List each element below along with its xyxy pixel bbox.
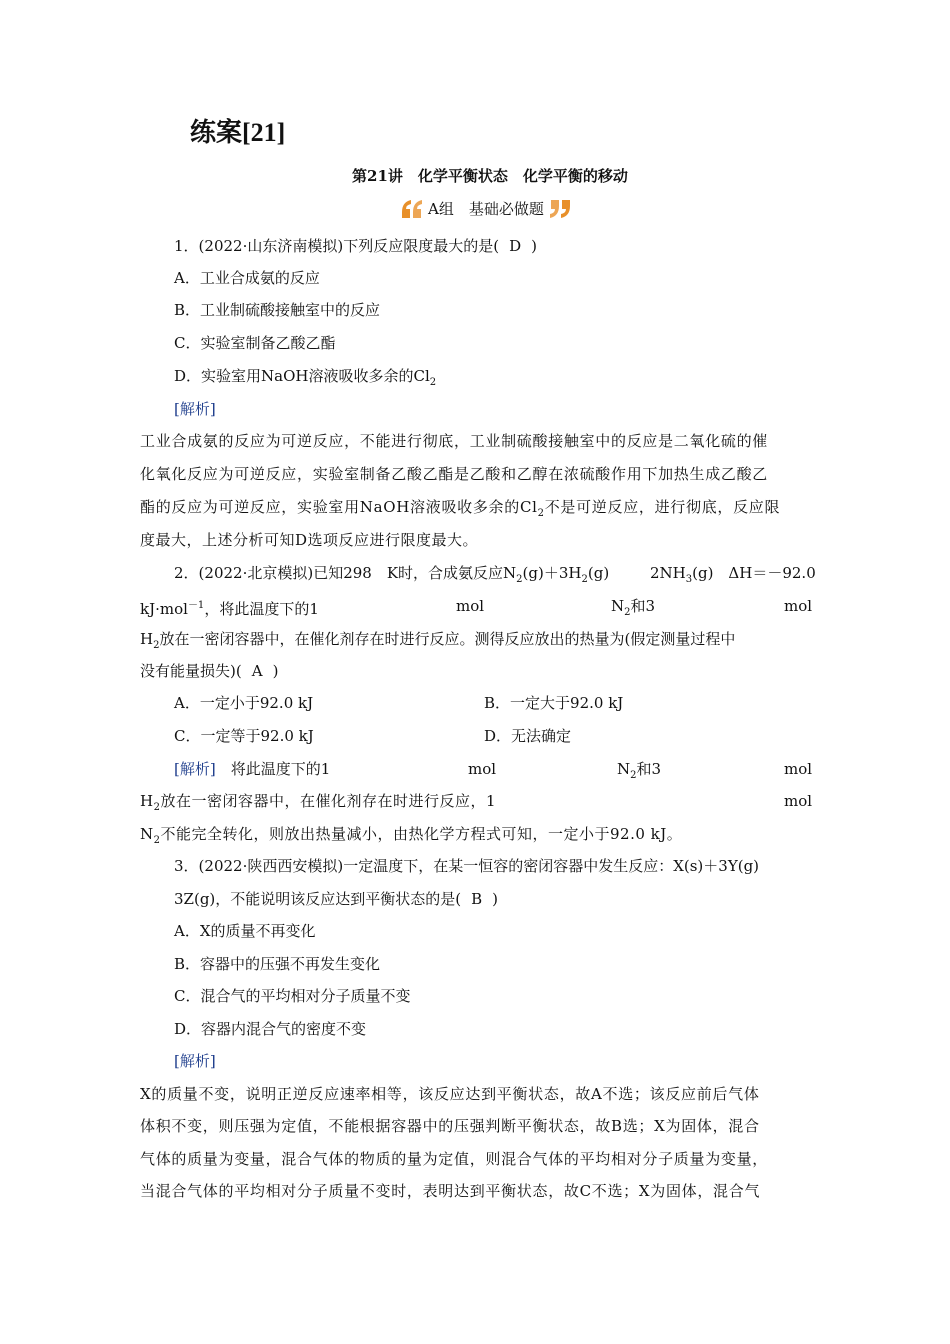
- q3-option-c: C．混合气的平均相对分子质量不变: [174, 987, 411, 1005]
- q3-analysis-tag: [解析]: [174, 1052, 216, 1070]
- q2-stem-line3: $H_2$放在一密闭容器中，在催化剂存在时进行反应。测得反应放出的热量为(假定测量过程中: [140, 630, 736, 651]
- q3-option-a: A．X的质量不再变化: [174, 922, 316, 940]
- q2-stem-mol: mol: [784, 597, 813, 615]
- q2-analysis-mol: mol: [468, 760, 497, 778]
- q3-option-b: B．容器中的压强不再发生变化: [174, 955, 381, 973]
- q2-stem-product: $2NH_3(g)$ ΔH＝－92.0: [650, 564, 816, 585]
- q1-option-a: A．工业合成氨的反应: [174, 269, 320, 287]
- q2-analysis-line3: $N_2$不能完全转化，则放出热量减小，由热化学方程式可知，一定小于92.0 kJ。: [140, 825, 683, 846]
- q2-stem-n2: $N_2$和3: [611, 597, 656, 618]
- q2-stem-line1: 2．(2022·北京模拟)已知298 K时，合成氨反应$N_2(g)+3H_2(g)$: [174, 564, 610, 585]
- q2-analysis-line2: $H_2$放在一密闭容器中，在催化剂存在时进行反应，1: [140, 792, 497, 813]
- q3-analysis-line: 体积不变，则压强为定值，不能根据容器中的压强判断平衡状态，故B选；X为固体，混合: [140, 1117, 760, 1135]
- q3-analysis-line: X的质量不变，说明正逆反应速率相等，该反应达到平衡状态，故A不选；该反应前后气体: [140, 1085, 760, 1103]
- q3-answer: B: [471, 890, 483, 908]
- q1-option-c: C．实验室制备乙酸乙酯: [174, 334, 336, 352]
- q1-analysis-line: 工业合成氨的反应为可逆反应，不能进行彻底，工业制硫酸接触室中的反应是二氧化硫的催: [140, 432, 769, 450]
- q2-option-a: A．一定小于92.0 kJ: [174, 694, 314, 712]
- group-header: [400, 198, 572, 220]
- q2-option-b: B．一定大于92.0 kJ: [484, 694, 624, 712]
- group-label: A组 基础必做题: [428, 200, 544, 218]
- quote-open-icon: [400, 198, 424, 220]
- q1-analysis-line: 化氧化反应为可逆反应，实验室制备乙酸乙酯是乙酸和乙醇在浓硫酸作用下加热生成乙酸乙: [140, 465, 769, 483]
- q2-stem-line4: 没有能量损失)( A ): [140, 662, 279, 680]
- q2-stem-line2a: kJ·mol$^{-1}$，将此温度下的1: [140, 600, 319, 618]
- q2-analysis-line1: [解析] 将此温度下的1: [174, 760, 331, 778]
- q1-analysis-tag: [解析]: [174, 400, 216, 418]
- q2-analysis-mol: mol: [784, 792, 813, 810]
- q2-answer: A: [251, 662, 263, 680]
- q2-analysis-n2: $N_2$和3: [617, 760, 662, 781]
- q1-analysis-line: 度最大，上述分析可知D选项反应进行限度最大。: [140, 531, 479, 549]
- q2-analysis-mol: mol: [784, 760, 813, 778]
- q2-option-c: C．一定等于92.0 kJ: [174, 727, 314, 745]
- q2-option-d: D．无法确定: [484, 727, 572, 745]
- q3-stem-line2: 3Z(g)，不能说明该反应达到平衡状态的是( B ): [174, 890, 499, 908]
- q1-analysis-line: 酯的反应为可逆反应，实验室用NaOH溶液吸收多余的$Cl_2$不是可逆反应，进行彻底，反应限: [140, 498, 781, 519]
- q1-answer: D: [509, 237, 522, 255]
- q3-stem-line1: 3．(2022·陕西西安模拟)一定温度下，在某一恒容的密闭容器中发生反应：X(s)＋3Y(g): [174, 857, 760, 875]
- q1-option-b: B．工业制硫酸接触室中的反应: [174, 301, 381, 319]
- lesson-subtitle: 第21讲 化学平衡状态 化学平衡的移动: [352, 167, 628, 185]
- q3-option-d: D．容器内混合气的密度不变: [174, 1020, 367, 1038]
- q2-stem-mol: mol: [456, 597, 485, 615]
- quote-close-icon: [548, 198, 572, 220]
- q1-option-d: D．实验室用NaOH溶液吸收多余的$Cl_2$: [174, 367, 437, 388]
- q3-analysis-line: 当混合气体的平均相对分子质量不变时，表明达到平衡状态，故C不选；X为固体，混合气: [140, 1182, 761, 1200]
- q3-analysis-line: 气体的质量为变量，混合气体的物质的量为定值，则混合气体的平均相对分子质量为变量，: [140, 1150, 769, 1168]
- q1-stem: 1．(2022·山东济南模拟)下列反应限度最大的是( D ): [174, 237, 537, 255]
- page-title: 练案[21]: [190, 118, 286, 147]
